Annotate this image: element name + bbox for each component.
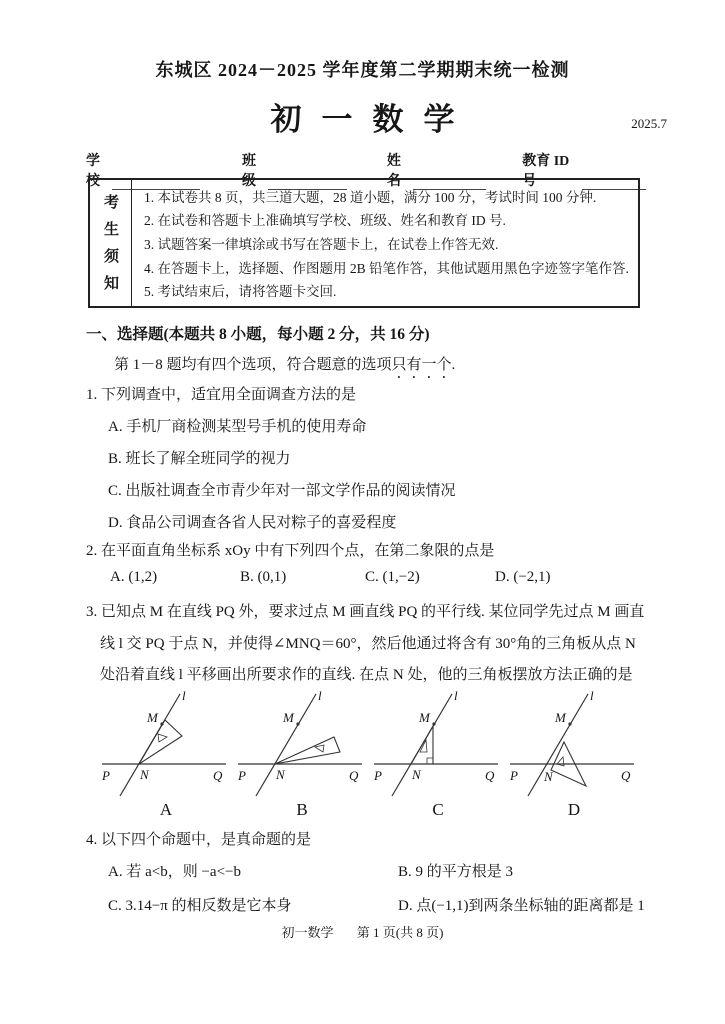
question1-option-b: B. 班长了解全班同学的视力 (108, 451, 291, 467)
question4-option-d: D. 点(−1,1)到两条坐标轴的距离都是 1 (398, 898, 645, 914)
label-point-p: P (374, 768, 382, 783)
question3-diagram-a (98, 686, 234, 820)
label-line-l: l (182, 688, 186, 703)
question1-option-d: D. 食品公司调查各省人民对粽子的喜爱程度 (108, 515, 397, 531)
triangle-placement-figure-b (234, 686, 370, 798)
question4-option-a: A. 若 a<b，则 −a<−b (108, 864, 241, 880)
notice-item: 4. 在答题卡上，选择题、作图题用 2B 铅笔作答，其他试题用黑色字迹签字笔作答. (144, 260, 629, 276)
question3-line1: 3. 已知点 M 在直线 PQ 外，要求过点 M 画直线 PQ 的平行线. 某位同学先过点 M 画直 (86, 604, 645, 620)
label-line-l: l (454, 688, 458, 703)
label-point-n: N (276, 767, 285, 782)
label-point-q: Q (485, 768, 495, 783)
question4-stem: 4. 以下四个命题中，是真命题的是 (86, 832, 312, 848)
option-letter-d: D (567, 800, 581, 819)
label-point-m: M (419, 710, 430, 725)
name-label: 姓名 (386, 154, 401, 189)
label-point-q: Q (213, 768, 223, 783)
edu-id-label: 教育 ID 号 (522, 154, 570, 189)
question3-diagrams (98, 686, 658, 820)
label-line-l: l (318, 688, 322, 703)
label-point-m: M (555, 710, 566, 725)
subject-title: 初一数学 (270, 102, 475, 137)
question4-option-c: C. 3.14−π 的相反数是它本身 (108, 898, 292, 914)
triangle-placement-figure-d (506, 686, 642, 798)
footer-subject: 初一数学 (281, 925, 334, 940)
question2-stem: 2. 在平面直角坐标系 xOy 中有下列四个点，在第二象限的点是 (86, 543, 495, 559)
option-letter-c: C (432, 800, 444, 819)
section1-heading: 一、选择题(本题共 8 小题，每小题 2 分，共 16 分) (86, 326, 430, 343)
question3-diagram-b (234, 686, 370, 820)
notice-item: 1. 本试卷共 8 页，共三道大题，28 道小题，满分 100 分，考试时间 100 分钟. (144, 189, 597, 205)
notice-side-label: 考生须知 (90, 180, 132, 306)
label-point-p: P (102, 768, 110, 783)
question2-options (110, 569, 645, 586)
section1-note-emphasis: 只有一个 (391, 357, 452, 373)
label-point-m: M (283, 710, 294, 725)
label-line-l: l (590, 688, 594, 703)
question3-diagram-c (370, 686, 506, 820)
notice-item: 3. 试题答案一律填涂或书写在答题卡上，在试卷上作答无效. (144, 236, 499, 252)
option-letter-b: B (296, 800, 308, 819)
notice-items (132, 180, 638, 306)
section1-note-suffix: . (451, 357, 456, 373)
triangle-placement-figure-a (98, 686, 234, 798)
school-label: 学校 (86, 154, 100, 189)
footer-page-number: 第 1 页(共 8 页) (356, 925, 444, 940)
question3-line2: 线 l 交 PQ 于点 N，并使得∠MNQ＝60°，然后他通过将含有 30°角的三角板从点 N (100, 636, 636, 652)
question3-diagram-d (506, 686, 642, 820)
option-letter-a: A (159, 800, 173, 819)
question1-option-c: C. 出版社调查全市青少年对一部文学作品的阅读情况 (108, 483, 456, 499)
label-point-n: N (140, 767, 149, 782)
label-point-p: P (510, 768, 518, 783)
label-point-n: N (412, 767, 421, 782)
question2-option-d: D. (−2,1) (495, 569, 551, 585)
examinee-notice-box (88, 178, 640, 308)
question1-stem: 1. 下列调查中，适宜用全面调查方法的是 (86, 387, 357, 403)
label-point-m: M (147, 710, 158, 725)
class-label: 班级 (242, 154, 257, 189)
exam-date: 2025.7 (631, 116, 667, 131)
question3-line3: 处沿着直线 l 平移画出所要求作的直线. 在点 N 处，他的三角板摆放方法正确的是 (100, 667, 633, 683)
page-footer (0, 922, 725, 941)
label-point-p: P (238, 768, 246, 783)
section1-note-prefix: 第 1－8 题均有四个选项，符合题意的选项 (114, 357, 392, 373)
question1-option-a: A. 手机厂商检测某型号手机的使用寿命 (108, 419, 367, 435)
question4-options (108, 860, 653, 915)
exam-title: 东城区 2024－2025 学年度第二学期期末统一检测 (155, 60, 570, 80)
notice-item: 5. 考试结束后，请将答题卡交回. (144, 284, 337, 300)
triangle-placement-figure-c (370, 686, 506, 798)
section1-note (114, 353, 455, 382)
label-point-q: Q (621, 768, 631, 783)
question4-option-b: B. 9 的平方根是 3 (398, 864, 514, 880)
label-point-n: N (544, 769, 553, 784)
label-point-q: Q (349, 768, 359, 783)
question2-option-b: B. (0,1) (240, 569, 287, 585)
question2-option-c: C. (1,−2) (365, 569, 420, 585)
notice-item: 2. 在试卷和答题卡上准确填写学校、班级、姓名和教育 ID 号. (144, 213, 506, 229)
question2-option-a: A. (1,2) (110, 569, 158, 585)
